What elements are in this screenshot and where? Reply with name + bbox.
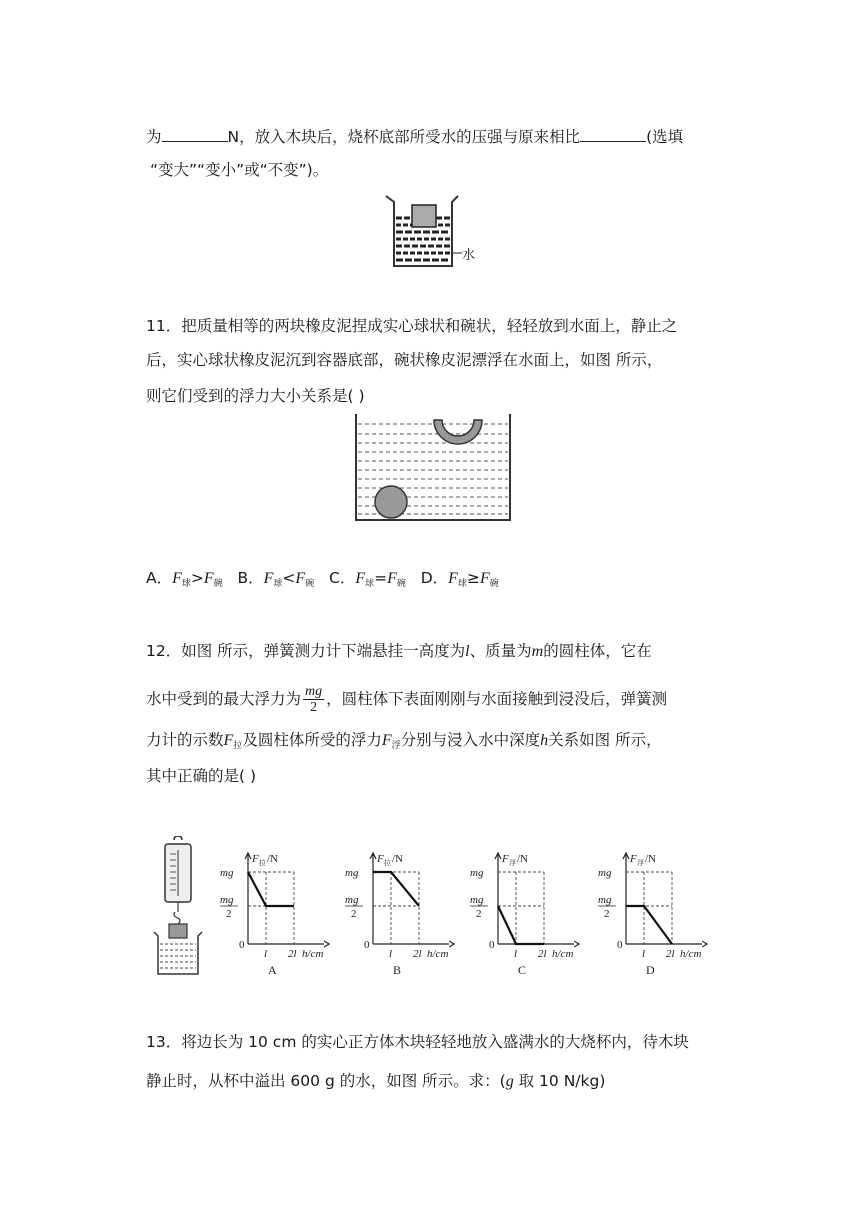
tick-label-l: l xyxy=(264,948,268,960)
graph-a[interactable] xyxy=(218,846,330,980)
tick-label-half-mg-den: 2 xyxy=(476,908,482,920)
answer-blank xyxy=(162,126,228,142)
x-axis-arrow xyxy=(574,941,579,947)
y-axis-label-sub: 拉 xyxy=(259,859,266,867)
tick-label-half-mg-num: mg xyxy=(220,894,234,906)
tick-label-2l: 2l xyxy=(538,948,547,960)
q10-text-c: (选填 xyxy=(646,128,684,146)
tick-label-half-mg-den: 2 xyxy=(351,908,357,920)
graph-label: B xyxy=(393,963,402,977)
data-line xyxy=(626,906,672,944)
x-axis-label: h/cm xyxy=(552,948,574,960)
q10-line2: “变大”“变小”或“不变”)。 xyxy=(150,161,329,179)
graph-label: A xyxy=(268,963,277,977)
option-c[interactable]: C．$F_球=F_碗$ xyxy=(329,569,406,589)
x-axis-arrow xyxy=(324,941,329,947)
tick-label-half-mg-num: mg xyxy=(598,894,612,906)
tick-label-mg: mg xyxy=(470,867,484,879)
q12-line2: 水中受到的最大浮力为 $\frac{mg}{2}$ ，圆柱体下表面刚刚与水面接触到浸没后，弹簧测 xyxy=(146,684,668,715)
q13-line1: 13．将边长为 10 cm 的实心正方体木块轻轻地放入盛满水的大烧杯内，待木块 xyxy=(146,1033,689,1051)
q10-line1 xyxy=(146,126,683,147)
graph-label: C xyxy=(518,963,527,977)
tick-label-mg: mg xyxy=(598,867,612,879)
tick-label-mg: mg xyxy=(345,867,359,879)
y-axis-label-f: F xyxy=(502,853,509,865)
data-line xyxy=(498,906,544,944)
option-d[interactable]: D．$F_球\ge F_碗$ xyxy=(420,569,499,589)
q12-line1: 12．如图 所示，弹簧测力计下端悬挂一高度为l、质量为m的圆柱体，它在 xyxy=(146,642,652,660)
beaker-wood-figure xyxy=(380,190,490,270)
tick-label-half-mg-num: mg xyxy=(345,894,359,906)
y-axis-label-unit: /N xyxy=(267,853,278,865)
option-a[interactable]: A．$F_球>F_碗$ xyxy=(146,569,223,589)
y-axis-label-f: F xyxy=(252,853,259,865)
q11-options xyxy=(146,568,499,594)
graph-c[interactable] xyxy=(468,846,580,980)
tick-label-zero: 0 xyxy=(617,939,623,951)
graph-d[interactable] xyxy=(596,846,708,980)
tick-label-zero: 0 xyxy=(489,939,495,951)
tick-label-half-mg-den: 2 xyxy=(604,908,610,920)
fraction-mg-2: $\frac{mg}{2}$ xyxy=(305,684,323,715)
tick-label-zero: 0 xyxy=(364,939,370,951)
y-axis-label-unit: /N xyxy=(392,853,403,865)
tick-label-half-mg-den: 2 xyxy=(226,908,232,920)
wood-block xyxy=(412,205,436,227)
y-axis-label-sub: 拉 xyxy=(384,859,391,867)
q10-text-a: 为 xyxy=(146,128,162,146)
water-label: 水 xyxy=(462,247,476,262)
y-axis-label-unit: /N xyxy=(517,853,528,865)
x-axis-label: h/cm xyxy=(680,948,702,960)
graph-label: D xyxy=(646,963,655,977)
data-line xyxy=(373,872,419,906)
tick-label-half-mg-num: mg xyxy=(470,894,484,906)
y-axis-label-unit: /N xyxy=(645,853,656,865)
q13-line2: 静止时，从杯中溢出 600 g 的水，如图 所示。求：(g 取 10 N/kg) xyxy=(146,1072,606,1090)
q11-line3: 则它们受到的浮力大小关系是( ) xyxy=(146,387,365,405)
ball-shape xyxy=(375,486,407,518)
data-line xyxy=(248,872,294,906)
x-axis-arrow xyxy=(702,941,707,947)
answer-blank xyxy=(580,126,646,142)
tick-label-l: l xyxy=(642,948,646,960)
x-axis-arrow xyxy=(449,941,454,947)
spring-scale-figure xyxy=(150,836,210,978)
q12-line4: 其中正确的是( ) xyxy=(146,767,257,785)
y-axis-label-sub: 浮 xyxy=(637,859,644,867)
graph-b[interactable] xyxy=(343,846,455,980)
q10-text-b: N，放入木块后，烧杯底部所受水的压强与原来相比 xyxy=(227,128,581,146)
tick-label-l: l xyxy=(389,948,393,960)
q11-line2: 后，实心球状橡皮泥沉到容器底部，碗状橡皮泥漂浮在水面上，如图 所示， xyxy=(146,351,663,369)
tick-label-mg: mg xyxy=(220,867,234,879)
option-b[interactable]: B．$F_球<F_碗$ xyxy=(237,569,315,589)
x-axis-label: h/cm xyxy=(427,948,449,960)
tick-label-zero: 0 xyxy=(239,939,245,951)
y-axis-label-f: F xyxy=(377,853,384,865)
q11-line1: 11．把质量相等的两块橡皮泥捏成实心球状和碗状，轻轻放到水面上，静止之 xyxy=(146,317,678,335)
container-figure xyxy=(354,412,514,524)
x-axis-label: h/cm xyxy=(302,948,324,960)
tick-label-l: l xyxy=(514,948,518,960)
tick-label-2l: 2l xyxy=(413,948,422,960)
q12-line3: 力计的示数$F_拉$及圆柱体所受的浮力$F_浮$分别与浸入水中深度h关系如图 所示， xyxy=(146,731,662,751)
y-axis-label-f: F xyxy=(630,853,637,865)
y-axis-label-sub: 浮 xyxy=(509,859,516,867)
tick-label-2l: 2l xyxy=(288,948,297,960)
tick-label-2l: 2l xyxy=(666,948,675,960)
